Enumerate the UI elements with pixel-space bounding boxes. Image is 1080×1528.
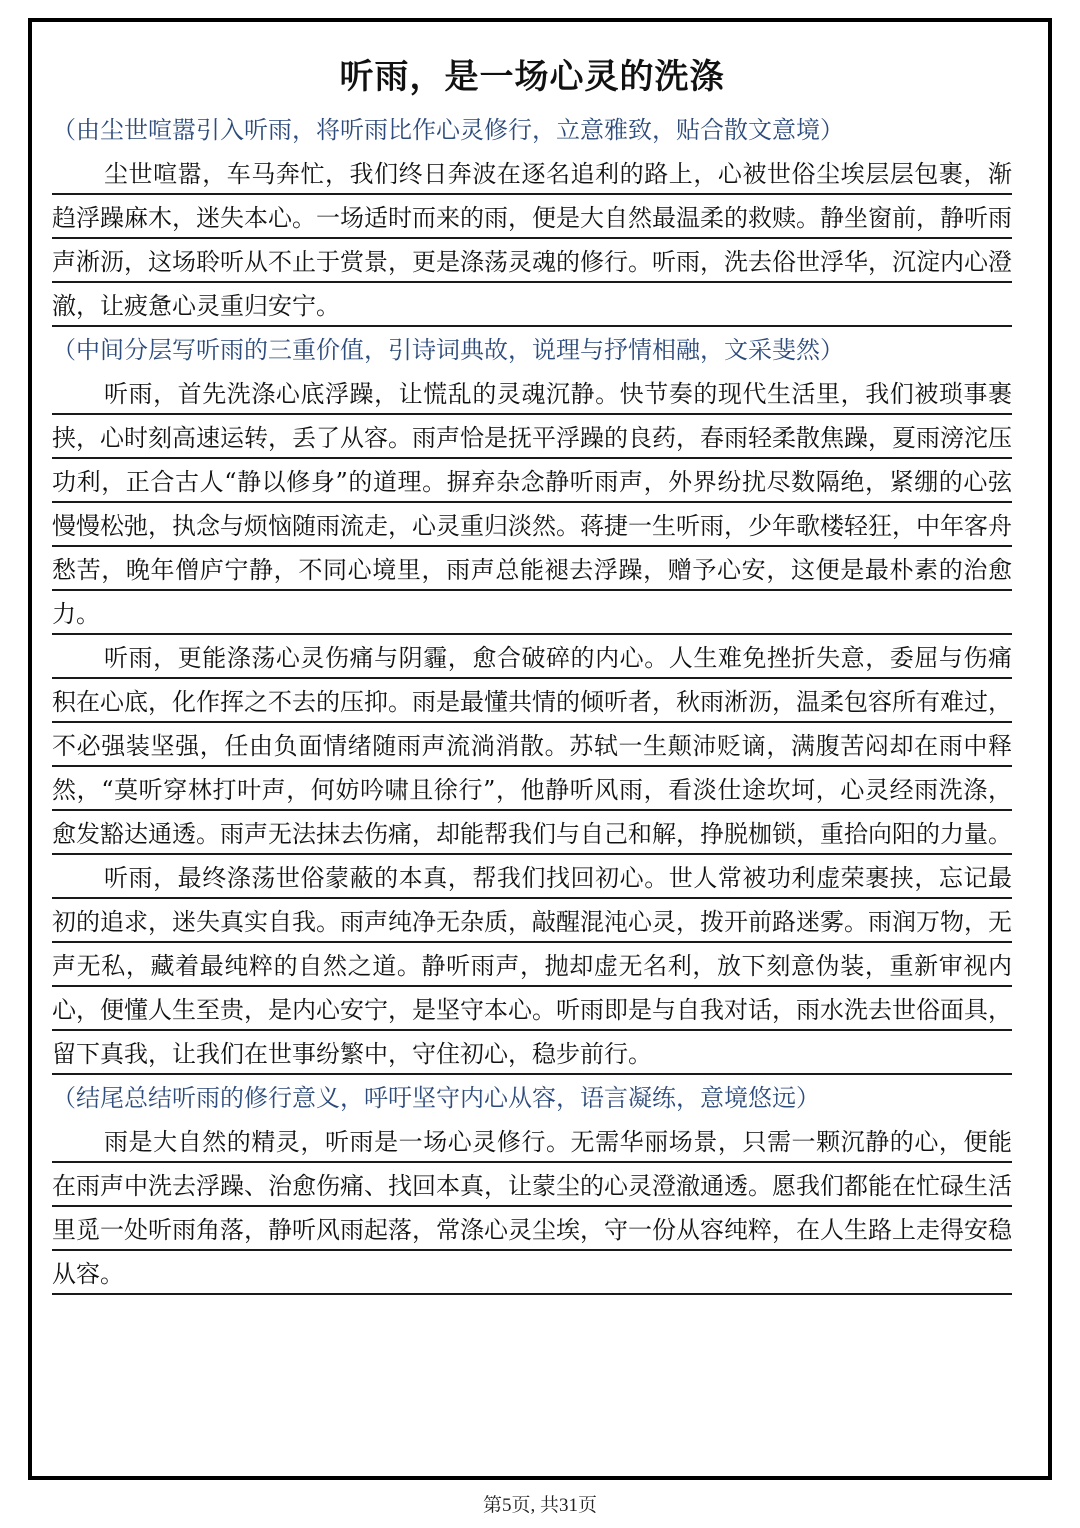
essay-paragraph: 尘世喧嚣，车马奔忙，我们终日奔波在逐名追利的路上，心被世俗尘埃层层包裹，渐趋浮躁麻木，迷失本心。一场适时而来的雨，便是大自然最温柔的救赎。静坐窗前，静听雨声淅沥，这场聆听从不止于赏景，更是涤荡灵魂的修行。听雨，洗去俗世浮华，沉淀内心澄澈，让疲惫心灵重归安宁。 [52,152,1012,328]
section-intro [52,108,1012,328]
essay-paragraph: 听雨，更能涤荡心灵伤痛与阴霾，愈合破碎的内心。人生难免挫折失意，委屈与伤痛积在心底，化作挥之不去的压抑。雨是最懂共情的倾听者，秋雨淅沥，温柔包容所有难过，不必强装坚强，任由负面情绪随雨声流淌消散。苏轼一生颠沛贬谪，满腹苦闷却在雨中释然，“莫听穿林打叶声，何妨吟啸且徐行”，他静听风雨，看淡仕途坎坷，心灵经雨洗涤，愈发豁达通透。雨声无法抹去伤痛，却能帮我们与自己和解，挣脱枷锁，重拾向阳的力量。 [52,636,1012,856]
section-body [52,328,1012,1076]
annotation-comment: （结尾总结听雨的修行意义，呼吁坚守内心从容，语言凝练，意境悠远） [52,1084,820,1112]
essay-content [52,50,1012,1296]
essay-paragraph: 雨是大自然的精灵，听雨是一场心灵修行。无需华丽场景，只需一颗沉静的心，便能在雨声中洗去浮躁、治愈伤痛、找回本真，让蒙尘的心灵澄澈通透。愿我们都能在忙碌生活里觅一处听雨角落，静听风雨起落，常涤心灵尘埃，守一份从容纯粹，在人生路上走得安稳从容。 [52,1120,1012,1296]
annotation-comment: （由尘世喧嚣引入听雨，将听雨比作心灵修行，立意雅致，贴合散文意境） [52,116,844,144]
page-number: 第5页, 共31页 [482,1495,597,1516]
essay-title: 听雨，是一场心灵的洗涤 [339,57,725,97]
essay-paragraph: 听雨，最终涤荡世俗蒙蔽的本真，帮我们找回初心。世人常被功利虚荣裹挟，忘记最初的追求，迷失真实自我。雨声纯净无杂质，敲醒混沌心灵，拨开前路迷雾。雨润万物，无声无私，藏着最纯粹的自然之道。静听雨声，抛却虚无名利，放下刻意伪装，重新审视内心，便懂人生至贵，是内心安宁，是坚守本心。听雨即是与自我对话，雨水洗去世俗面具，留下真我，让我们在世事纷繁中，守住初心，稳步前行。 [52,856,1012,1076]
essay-paragraph: 听雨，首先洗涤心底浮躁，让慌乱的灵魂沉静。快节奏的现代生活里，我们被琐事裹挟，心时刻高速运转，丢了从容。雨声恰是抚平浮躁的良药，春雨轻柔散焦躁，夏雨滂沱压功利，正合古人“静以修身”的道理。摒弃杂念静听雨声，外界纷扰尽数隔绝，紧绷的心弦慢慢松弛，执念与烦恼随雨流走，心灵重归淡然。蒋捷一生听雨，少年歌楼轻狂，中年客舟愁苦，晚年僧庐宁静，不同心境里，雨声总能褪去浮躁，赠予心安，这便是最朴素的治愈力。 [52,372,1012,636]
section-conclusion [52,1076,1012,1296]
annotation-comment: （中间分层写听雨的三重价值，引诗词典故，说理与抒情相融，文采斐然） [52,336,844,364]
